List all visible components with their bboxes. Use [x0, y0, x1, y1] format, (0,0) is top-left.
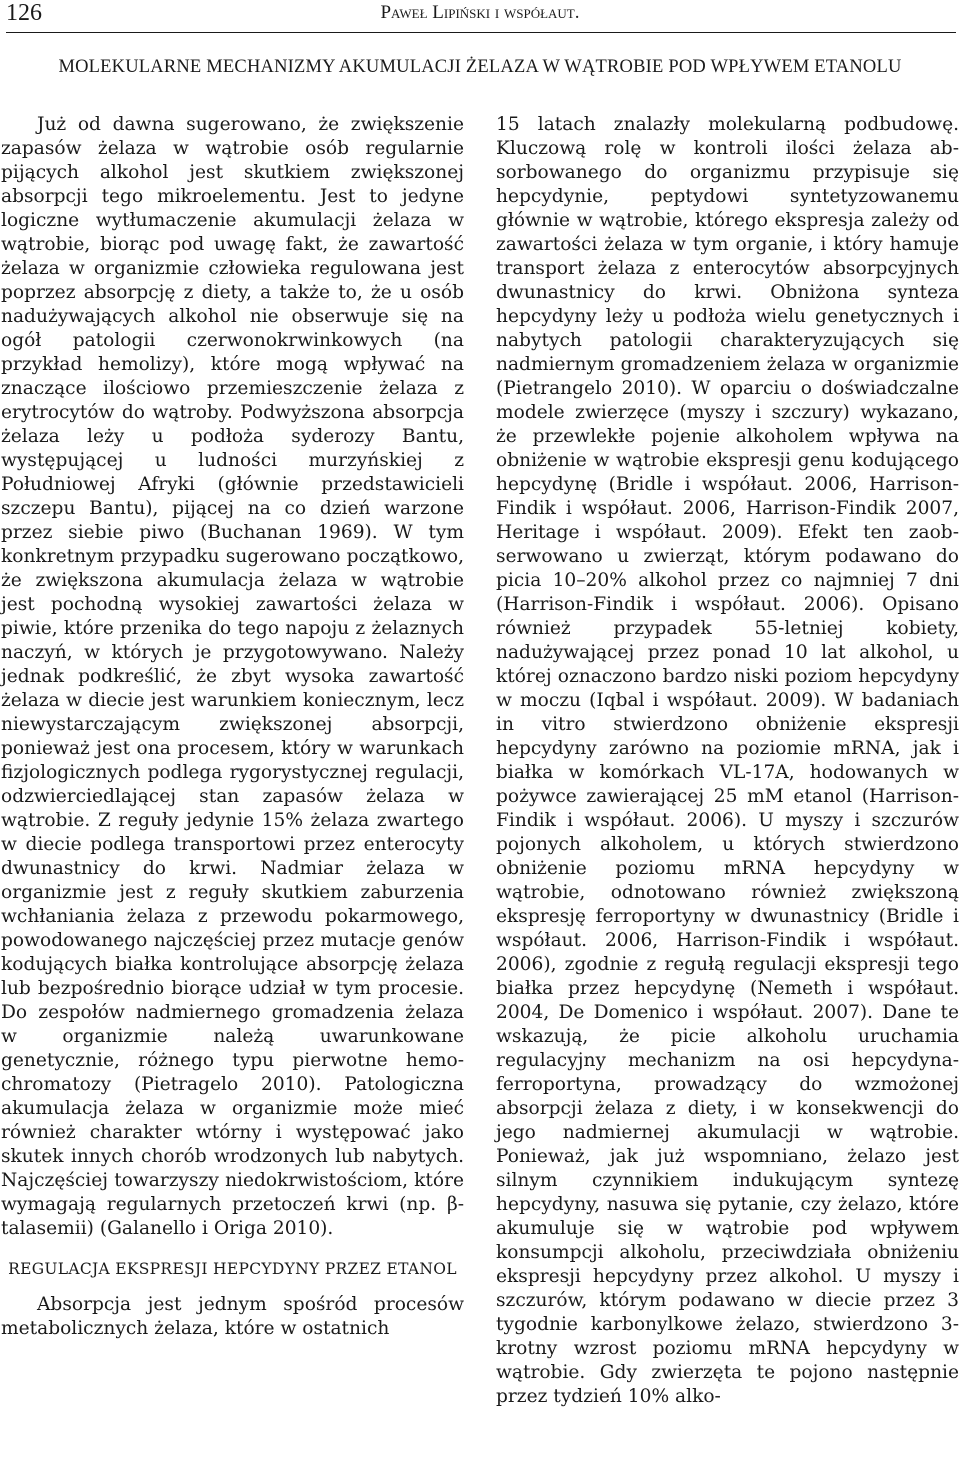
right-column: [496, 113, 959, 1409]
chapter-title: MOLEKULARNE MECHANIZMY AKUMULACJI ŻELAZA W WĄTROBIE POD WPŁYWEM ETANOLU: [58, 57, 902, 77]
header-rule: [6, 32, 956, 33]
paragraph: Już od dawna sugerowano, że zwiększenie zapasów żelaza w wątrobie osób regularnie pijących alkohol jest skutkiem zwiększonej absorpcji tego mikroelementu. Jest to jedyne logiczne wytłumaczenie akumulacji żelaza w wątrobie, biorąc pod uwagę fakt, że zawartość żelaza w organizmie człowieka regulowana jest poprzez absorpcję z diety, a także to, że u osób nadużywających alkohol nie obserwuje się na ogół patologii czerwonokrwinkowych (na przykład hemolizy), które mogą wpływać na znaczące ilościowo przemieszczenie żelaza z erytrocytów do wątroby. Podwyższona absorpcja żelaza leży u podłoża syderozy Bantu, występującej u ludności murzyńskiej z Południowej Afryki (głównie przedstawicieli szczepu Bantu), pijącej na co dzień warzone przez siebie piwo (Buchanan 1969). W tym konkretnym przypadku sugerowano początkowo, że zwiększona akumulacja żelaza w wątrobie jest pochodną wysokiej zawartości żelaza w piwie, które przenika do tego napoju z żelaznych naczyń, w których je przygotowywano. Należy jednak podkreślić, że zbyt wysoka zawartość żelaza w diecie jest warunkiem koniecznym, lecz niewystarczającym zwiększonej absorpcji, ponieważ jest ona procesem, który w warunkach fizjologicznych podlega rygorystycznej regulacji, odzwierciedlającej stan zapasów żelaza w wątrobie. Z reguły jedynie 15% żelaza zwartego w diecie podlega transportowi przez enterocyty dwunastnicy do krwi. Nadmiar żelaza w organizmie jest z reguły skutkiem zaburzenia wchłaniania żelaza z przewodu pokarmowego, powodowanego najczęściej przez mutacje genów kodujących białka kontrolujące absorpcję żelaza lub bezpośrednio biorące udział w tym procesie. Do zespołów nadmiernego gromadzenia żelaza w organizmie należą uwarunkowane genetycznie, różnego typu pierwotne hemochromatozy (Pietragelo 2010). Patologiczna akumulacja żelaza w organizmie może mieć również charakter wtórny i występować jako skutek innych chorób wrodzonych lub nabytych. Najczęściej towarzyszy niedokrwistościom, które wymagają regularnych przetoczeń krwi (np. β-talasemii) (Galanello i Origa 2010).: [1, 114, 464, 1239]
section-heading: REGULACJA EKSPRESJI HEPCYDYNY PRZEZ ETANOL: [8, 1260, 457, 1278]
paragraph: 15 latach znalazły molekularną podbudowę. Kluczową rolę w kontroli ilości żelaza absorbowanego do organizmu przypisuje się hepcydynie, peptydowi syntetyzowanemu głównie w wątrobie, którego ekspresja zależy od zawartości żelaza w tym organie, i który hamuje transport żelaza z enterocytów absorpcyjnych dwunastnicy do krwi. Obniżona synteza hepcydyny leży u podłoża wielu genetycznych i nabytych patologii charakteryzujących się nadmiernym gromadzeniem żelaza w organizmie (Pietrangelo 2010). W oparciu o doświadczalne modele zwierzęce (myszy i szczury) wykazano, że przewlekłe pojenie alkoholem wpływa na obniżenie w wątrobie ekspresji genu kodującego hepcydynę (Bridle i współaut. 2006, Harrison-Findik i współaut. 2006, Harrison-Findik 2007, Heritage i współaut. 2009). Efekt ten zaobserwowano u zwierząt, którym podawano do picia 10–20% alkohol przez co najmniej 7 dni (Harrison-Findik i współaut. 2006). Opisano również przypadek 55-letniej kobiety, nadużywającej przez ponad 10 lat alkohol, u której oznaczono bardzo niski poziom hepcydyny w moczu (Iqbal i współaut. 2009). W badaniach in vitro stwierdzono obniżenie ekspresji hepcydyny zarówno na poziomie mRNA, jak i białka w komórkach VL-17A, hodowanych w pożywce zawierającej 25 mM etanol (Harrison-Findik i współaut. 2006). U myszy i szczurów pojonych alkoholem, u których stwierdzono obniżenie poziomu mRNA hepcydyny w wątrobie, odnotowano również zwiększoną ekspresję ferroportyny w dwunastnicy (Bridle i współaut. 2006, Harrison-Findik i współaut. 2006), zgodnie z regułą regulacji ekspresji tego białka przez hepcydynę (Nemeth i współaut. 2004, De Domenico i współaut. 2007). Dane te wskazują, że picie alkoholu uruchamia regulacyjny mechanizm na osi hepcydyna-ferroportyna, prowadzący do wzmożonej absorpcji żelaza z diety, i w konsekwencji do jego nadmiernej akumulacji w wątrobie. Ponieważ, jak już wspomniano, żelazo jest silnym czynnikiem indukującym syntezę hepcydyny, nasuwa się pytanie, czy żelazo, które akumuluje się w wątrobie pod wpływem konsumpcji alkoholu, przeciwdziała obniżeniu ekspresji hepcydyny przez alkohol. U myszy i szczurów, którym podawano w diecie przez 3 tygodnie karbonylkowe żelazo, stwierdzono 3-krotny wzrost poziomu mRNA hepcydyny w wątrobie. Gdy zwierzęta te pojono następnie przez tydzień 10% alko-: [496, 114, 959, 1407]
paragraph: Absorpcja jest jednym spośród procesów metabolicznych żelaza, które w ostatnich: [1, 1294, 464, 1339]
running-head: Paweł Lipiński i współaut.: [380, 2, 580, 23]
left-column: [1, 113, 464, 1341]
page-header: [6, 0, 954, 28]
page-number: 126: [6, 0, 42, 26]
